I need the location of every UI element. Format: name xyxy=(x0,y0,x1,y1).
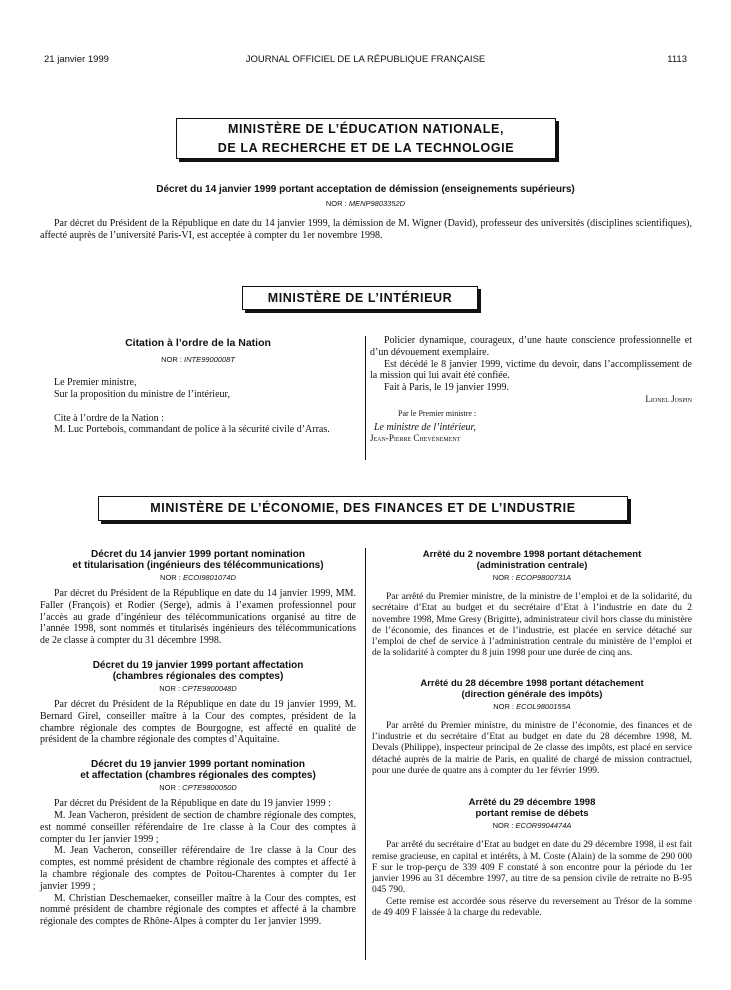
citation-paragraph: Est décédé le 8 janvier 1999, victime du devoir, dans l’accomplissement de la mission qui lui avait été confiée. xyxy=(370,358,692,382)
decree-title xyxy=(40,660,356,682)
arrete-title xyxy=(372,678,692,700)
arrete-body xyxy=(372,721,692,777)
nor-code: ECOP9800731A xyxy=(515,573,572,582)
section-title-line: MINISTÈRE DE L’ÉDUCATION NATIONALE, xyxy=(227,122,505,136)
economie-left-column xyxy=(40,549,356,928)
decree-body xyxy=(40,699,356,746)
nor-reference xyxy=(40,783,356,792)
arrete-title xyxy=(372,797,692,819)
section-title-line: MINISTÈRE DE L’ÉCONOMIE, DES FINANCES ET DE L’INDUSTRIE xyxy=(150,501,576,515)
arrete-title xyxy=(372,549,692,571)
nor-code: CPTE9800048D xyxy=(182,683,237,693)
arrete-title-line: Arrêté du 29 décembre 1998 xyxy=(468,797,596,809)
citation-paragraph: Sur la proposition du ministre de l’intérieur, xyxy=(54,388,230,400)
section-title-box-economie xyxy=(98,496,628,521)
nor-label: NOR : xyxy=(160,573,181,582)
decree-body xyxy=(40,218,692,242)
nor-reference xyxy=(40,684,356,693)
decree-paragraph: Par décret du Président de la République en date du 19 janvier 1999 : xyxy=(54,798,331,810)
citation-title: Citation à l’ordre de la Nation xyxy=(125,337,271,349)
nor-reference xyxy=(372,821,692,830)
arrete-paragraph: Par arrêté du secrétaire d’Etat au budget en date du 29 décembre 1998, il est fait remise gracieuse, en capital et intérêts, à M. Coste (Alain) de la somme de 290 000 F sur le trop-perçu de 339 409 F constaté à son encontre pour la période du 1er janvier 1996 au 31 décembre 1997, au titre de sa pension civile de retraite no B-95 045 790. xyxy=(372,840,692,896)
nor-code: INTE9900008T xyxy=(184,355,235,364)
decree-title-line: (chambres régionales des comptes) xyxy=(112,670,284,682)
arrete-title-line: (administration centrale) xyxy=(476,560,588,571)
nor-reference xyxy=(40,573,356,582)
arrete-paragraph: Cette remise est accordée sous réserve du reversement au Trésor de la somme de 49 409 F laissée à la charge du redevable. xyxy=(372,896,692,919)
nor-label: NOR : xyxy=(159,683,181,693)
column-divider xyxy=(365,336,366,460)
signature-par-label: Par le Premier ministre : xyxy=(398,408,477,418)
nor-reference xyxy=(372,573,692,582)
arrete-paragraph: Par arrêté du Premier ministre, du ministre de l’économie, des finances et de l’industrie et du secrétaire d’Etat au budget en date du 28 décembre 1998, M. Devals (Philippe), inspecteur principal de 2e classe des impôts, est placé en service détaché auprès de la mairie de Paris, en qualité de chargé de mission contractuel, pour une durée de quatre ans à compter du 1er février 1999. xyxy=(372,720,692,776)
decree-paragraph: M. Christian Deschemaeker, conseiller maître à la Cour des comptes, est nommé président de chambre régionale des comptes et affecté à la chambre régionale des comptes de Rhône-Alpes à compter du 1er janvier 1999. xyxy=(40,892,356,928)
decree-body xyxy=(40,798,356,928)
arrete-title-line: Arrêté du 2 novembre 1998 portant détachement xyxy=(422,549,642,560)
economie-right-column xyxy=(372,549,692,919)
decree-title-line: Décret du 19 janvier 1999 portant nomination xyxy=(91,759,305,771)
header-journal-title: JOURNAL OFFICIEL DE LA RÉPUBLIQUE FRANÇAISE xyxy=(245,54,486,65)
nor-label: NOR : xyxy=(161,355,182,364)
decree-paragraph: M. Jean Vacheron, conseiller référendaire de 1re classe à la Cour des comptes, est nommé président de chambre régionale des comptes et affecté à la chambre régionale des comptes de Poitou-Charentes à compter du 1er janvier 1999 ; xyxy=(40,845,356,892)
decree-body xyxy=(40,588,356,647)
signature-minister-name: Jean-Pierre Chevènement xyxy=(370,433,461,444)
decree-paragraph: Par décret du Président de la République en date du 14 janvier 1999, la démission de M. Wigner (David), professeur des universités (disciplines scientifiques), affecté auprès de l’université Paris-VI, est acceptée à compter du 1er novembre 1998. xyxy=(40,218,692,241)
citation-right-column xyxy=(370,335,692,445)
section-title-box-interieur xyxy=(242,286,478,310)
arrete-title-line: Arrêté du 28 décembre 1998 portant détachement xyxy=(420,677,644,689)
decree-title: Décret du 14 janvier 1999 portant acceptation de démission (enseignements supérieurs) xyxy=(156,184,575,195)
decree-title xyxy=(40,759,356,781)
nor-label: NOR : xyxy=(492,573,514,582)
decree-title-line: et affectation (chambres régionales des comptes) xyxy=(80,770,316,782)
nor-label: NOR : xyxy=(493,701,515,711)
nor-reference xyxy=(372,702,692,711)
citation-left-column xyxy=(40,377,356,436)
decree-paragraph: M. Jean Vacheron, président de section de chambre régionale des comptes, est nommé conseiller référendaire de 1re classe à la Cour des comptes à compter du 1er janvier 1999 ; xyxy=(40,809,356,845)
arrete-title-line: portant remise de débets xyxy=(475,808,589,820)
section-title-box-education xyxy=(176,118,556,159)
nor-reference xyxy=(40,199,691,208)
nor-code: ECOL9800155A xyxy=(516,701,571,711)
column-divider xyxy=(365,548,366,960)
citation-paragraph: M. Luc Portebois, commandant de police à la sécurité civile d’Arras. xyxy=(54,424,330,436)
citation-paragraph: Cite à l’ordre de la Nation : xyxy=(54,412,164,424)
arrete-title-line: (direction générale des impôts) xyxy=(461,688,603,700)
nor-reference xyxy=(40,355,356,364)
arrete-body xyxy=(372,592,692,660)
nor-label: NOR : xyxy=(325,199,347,208)
nor-code: ECOR9904474A xyxy=(515,821,572,831)
decree-title xyxy=(40,549,356,571)
citation-paragraph: Fait à Paris, le 19 janvier 1999. xyxy=(384,382,509,394)
header-date: 21 janvier 1999 xyxy=(44,54,109,65)
header-page-number: 1113 xyxy=(667,54,687,65)
section-title-line: DE LA RECHERCHE ET DE LA TECHNOLOGIE xyxy=(217,141,515,155)
signature-prime-minister: Lionel Jospin xyxy=(645,393,692,404)
decree-title-line: Décret du 19 janvier 1999 portant affectation xyxy=(92,659,304,671)
arrete-body xyxy=(372,840,692,919)
arrete-paragraph: Par arrêté du Premier ministre, de la ministre de l’emploi et de la solidarité, du secrétaire d’Etat au budget et du secrétaire d’Etat à l’industrie en date du 2 novembre 1998, Mme Gresy (Brigitte), administrateur civil hors classe du ministère de l’économie, des finances et de l’industrie, est placée en service détaché sur l’emploi de chef de service à l’administration centrale du ministère de l’emploi et de la solidarité à compter du 8 juin 1998 pour une durée de cinq ans. xyxy=(372,592,692,659)
signature-minister-title: Le ministre de l’intérieur, xyxy=(374,421,476,433)
nor-code: CPTE9800050D xyxy=(182,783,237,793)
section-title-line: MINISTÈRE DE L’INTÉRIEUR xyxy=(267,291,453,305)
decree-paragraph: Par décret du Président de la République en date du 19 janvier 1999, M. Bernard Girel, conseiller maître à la Cour des comptes, président de la chambre régionale des comptes de Bourgogne, est affecté en qualité de président de la chambre régionale des comptes d’Aquitaine. xyxy=(40,698,356,746)
nor-label: NOR : xyxy=(159,783,181,793)
decree-title-line: Décret du 14 janvier 1999 portant nomination xyxy=(91,549,305,560)
nor-code: ECOI9801074D xyxy=(182,573,236,582)
citation-paragraph: Le Premier ministre, xyxy=(54,377,137,388)
nor-code: MENP9803352D xyxy=(348,199,406,208)
decree-title-line: et titularisation (ingénieurs des télécommunications) xyxy=(72,560,324,571)
decree-paragraph: Par décret du Président de la République en date du 14 janvier 1999, MM. Faller (François) et Rodier (Serge), admis à l’examen professionnel pour l’accès au grade d’ingénieur des télécommunications organisé au titre de l’année 1998, sont nommés et titularisés ingénieurs des télécommunications de 2e classe à compter du 31 décembre 1998. xyxy=(40,588,356,647)
nor-label: NOR : xyxy=(492,821,514,831)
citation-paragraph: Policier dynamique, courageux, d’une haute conscience professionnelle et d’un dévouement exemplaire. xyxy=(370,335,692,358)
